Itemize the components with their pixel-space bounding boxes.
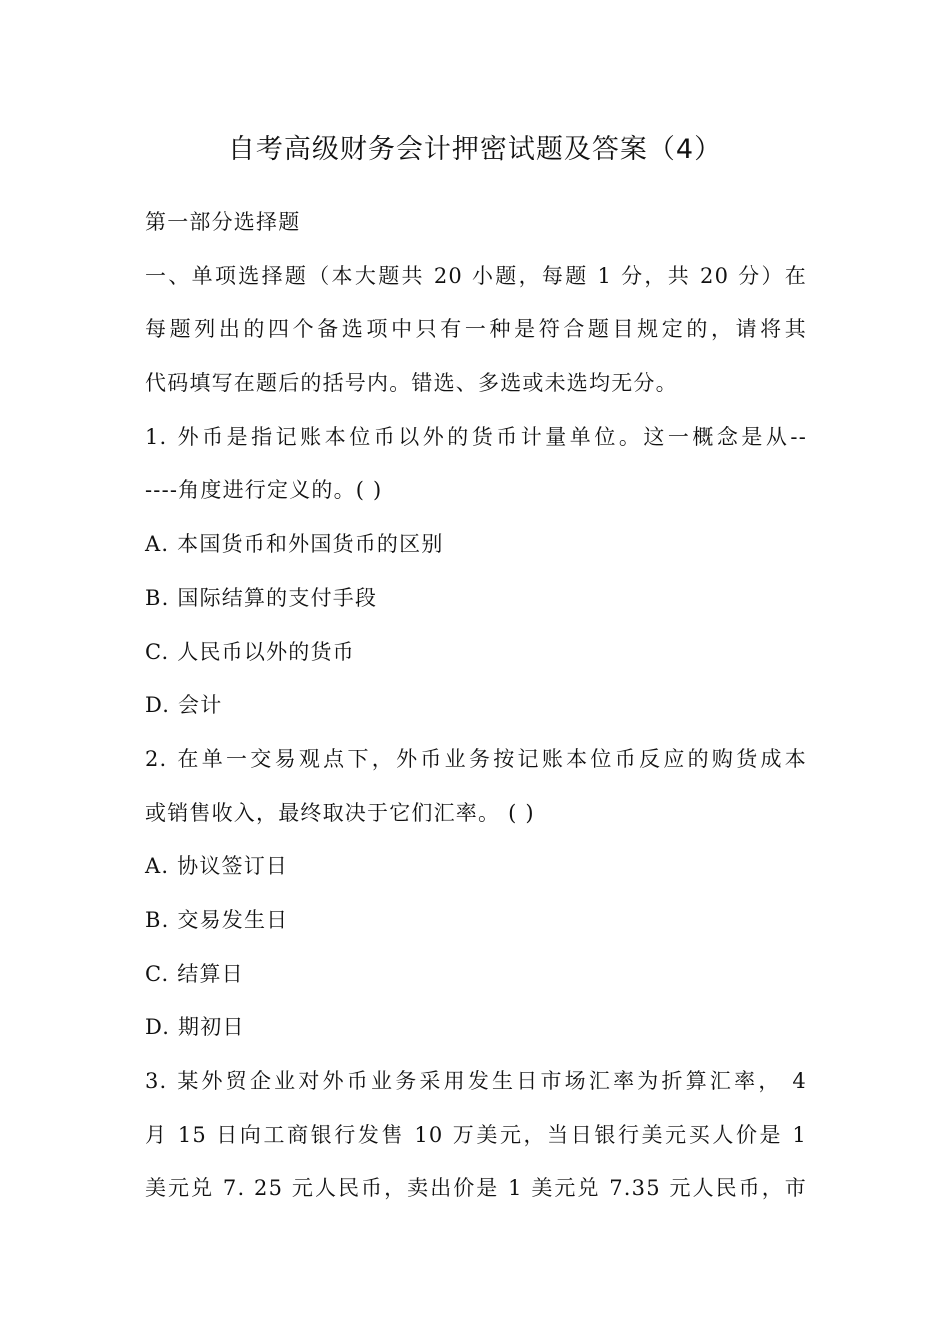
- instruction-line-1: 一、单项选择题（本大题共 20 小题，每题 1 分，共 20 分）在: [145, 263, 807, 288]
- question-1-option-a: A. 本国货币和外国货币的区别: [145, 532, 444, 557]
- question-3-line-3: 美元兑 7. 25 元人民币，卖出价是 1 美元兑 7.35 元人民币，市: [145, 1176, 807, 1201]
- question-2-option-b: B. 交易发生日: [145, 907, 289, 932]
- question-2-option-c: C. 结算日: [145, 961, 244, 986]
- question-1-line-1: 1. 外币是指记账本位币以外的货币计量单位。这一概念是从--: [145, 424, 807, 449]
- question-3-line-2: 月 15 日向工商银行发售 10 万美元，当日银行美元买人价是 1: [145, 1122, 807, 1147]
- document-body: [145, 196, 807, 1216]
- document-title: 自考高级财务会计押密试题及答案（4）: [227, 134, 723, 165]
- instruction-line-2: 每题列出的四个备选项中只有一种是符合题目规定的，请将其: [145, 317, 807, 342]
- section-heading: 第一部分选择题: [145, 210, 301, 234]
- question-2-option-a: A. 协议签订日: [145, 854, 289, 879]
- question-1-option-b: B. 国际结算的支付手段: [145, 585, 378, 610]
- instruction-line-3: 代码填写在题后的括号内。错选、多选或未选均无分。: [145, 371, 678, 396]
- question-2-line-1: 2. 在单一交易观点下，外币业务按记账本位币反应的购货成本: [145, 746, 807, 771]
- question-1-option-c: C. 人民币以外的货币: [145, 639, 355, 664]
- question-2-option-d: D. 期初日: [145, 1015, 245, 1040]
- question-1-option-d: D. 会计: [145, 693, 223, 718]
- question-1-line-2: ----角度进行定义的。( ): [145, 478, 383, 503]
- question-3-line-1: 3. 某外贸企业对外币业务采用发生日市场汇率为折算汇率， 4: [145, 1069, 807, 1093]
- question-2-line-2: 或销售收入，最终取决于它们汇率。 ( ): [145, 800, 535, 825]
